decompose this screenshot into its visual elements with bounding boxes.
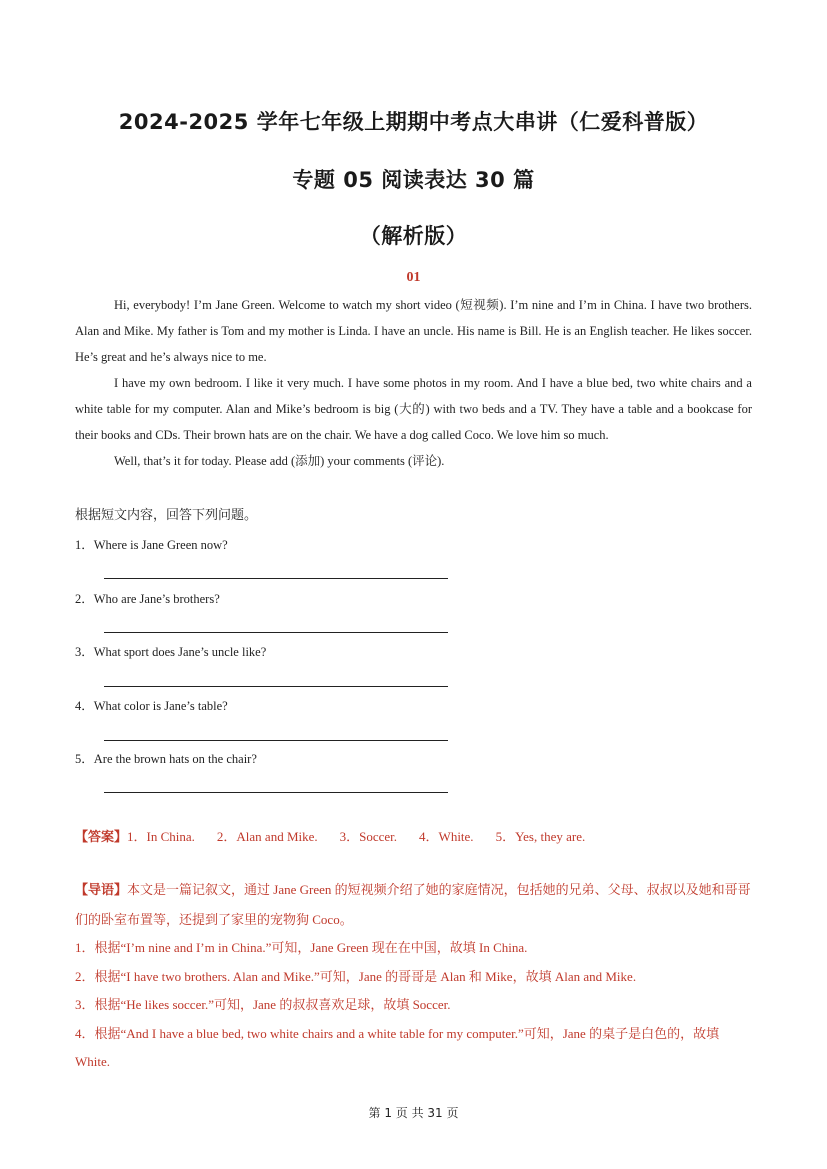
document-title: 2024-2025 学年七年级上期期中考点大串讲（仁爱科普版）	[118, 110, 709, 134]
answer-blank	[104, 740, 448, 741]
answer-item: 3．Soccer.	[339, 829, 398, 844]
question-item: 4．What color is Jane’s table?	[75, 699, 228, 713]
document-subtitle: 专题 05 阅读表达 30 篇	[292, 168, 535, 192]
section-number: 01	[406, 270, 421, 285]
guide-point: 4．根据“And I have a blue bed, two white chairs and a white table for my computer.”可知，Jane 的桌子是白色的，故填 White.	[75, 1025, 720, 1069]
guide-intro-text: 本文是一篇记叙文，通过 Jane Green 的短视频介绍了她的家庭情况，包括她的兄弟、父母、叔叔以及她和哥哥们的卧室布置等，还提到了家里的宠物狗 Coco。	[75, 882, 751, 927]
page-footer: 第 1 页 共 31 页	[368, 1106, 459, 1120]
guide-intro	[75, 876, 755, 934]
question-instruction: 根据短文内容，回答下列问题。	[75, 508, 258, 523]
reading-passage	[75, 292, 752, 474]
answer-item: 1．In China.	[127, 829, 195, 844]
passage-paragraph: Hi, everybody! I’m Jane Green. Welcome to watch my short video (短视频). I’m nine and I’m in China. I have two brothers. Alan and Mike. My father is Tom and my mother is Linda. I have an uncle. His name is Bill. He is an English teacher. He likes soccer. He’s great and he’s always nice to me.	[75, 298, 752, 364]
answer-item: 4．White.	[419, 829, 474, 844]
answer-label: 【答案】	[75, 830, 128, 845]
question-item: 2．Who are Jane’s brothers?	[75, 592, 220, 606]
passage-paragraph: I have my own bedroom. I like it very much. I have some photos in my room. And I have a blue bed, two white chairs and a white table for my computer. Alan and Mike’s bedroom is big (大的) with two beds and a TV. They have a table and a bookcase for their books and CDs. Their brown hats are on the chair. We have a dog called Coco. We love him so much.	[75, 376, 752, 442]
answer-blank	[104, 792, 448, 793]
question-item: 3．What sport does Jane’s uncle like?	[75, 645, 267, 659]
passage-paragraph: Well, that’s it for today. Please add (添加) your comments (评论).	[114, 454, 445, 468]
document-version-label: （解析版）	[359, 224, 468, 248]
question-item: 1．Where is Jane Green now?	[75, 538, 228, 552]
guide-label: 【导语】	[75, 883, 128, 898]
question-item: 5．Are the brown hats on the chair?	[75, 752, 257, 766]
answer-item: 5．Yes, they are.	[495, 829, 586, 844]
answer-blank	[104, 632, 448, 633]
answer-blank	[104, 578, 448, 579]
guide-section	[75, 876, 755, 1077]
guide-point: 3．根据“He likes soccer.”可知，Jane 的叔叔喜欢足球，故填 Soccer.	[75, 997, 451, 1012]
guide-point: 2．根据“I have two brothers. Alan and Mike.”可知，Jane 的哥哥是 Alan 和 Mike，故填 Alan and Mike.	[75, 968, 637, 984]
answer-item: 2．Alan and Mike.	[216, 829, 318, 844]
answer-key	[75, 826, 607, 845]
guide-point: 1．根据“I’m nine and I’m in China.”可知，Jane Green 现在在中国，故填 In China.	[75, 940, 528, 955]
answer-blank	[104, 686, 448, 687]
